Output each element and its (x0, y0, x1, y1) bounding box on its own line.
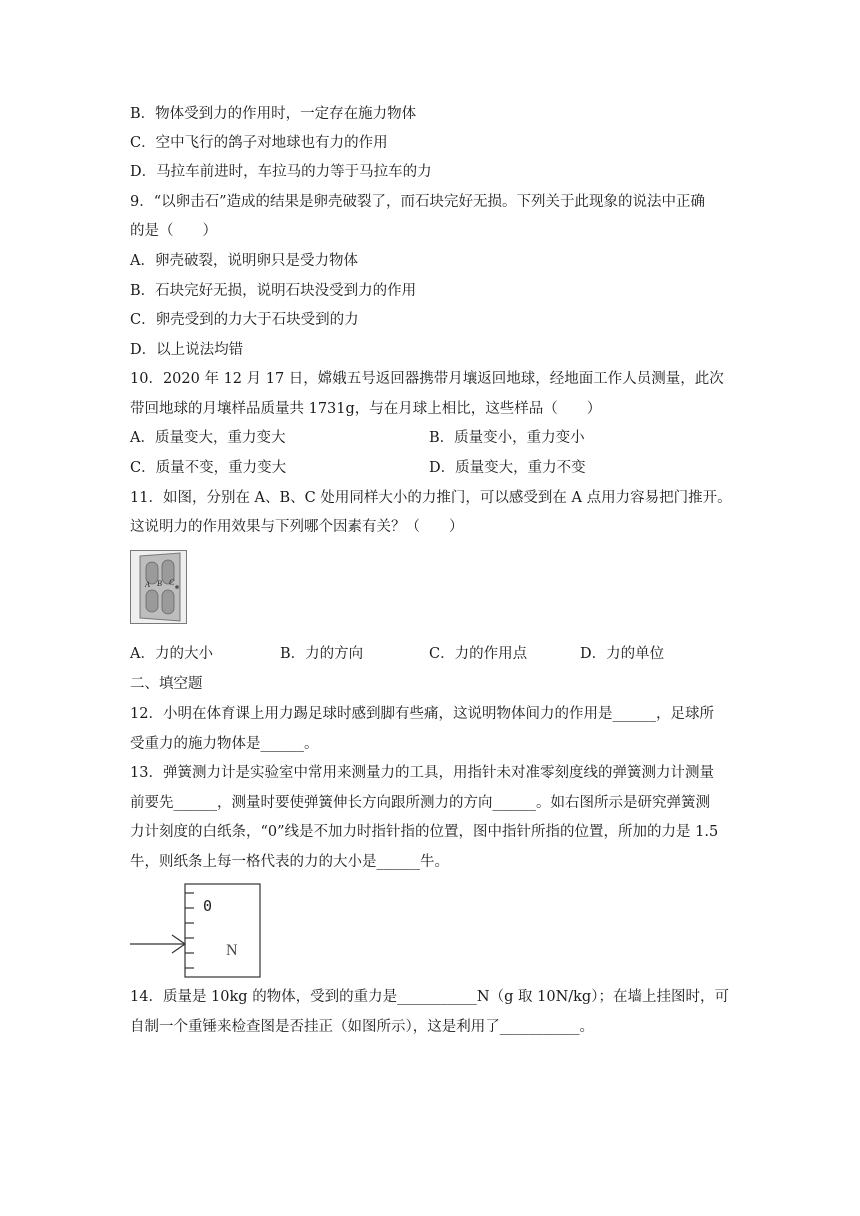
q10-option-d: D．质量变大，重力不变 (429, 460, 586, 476)
door-label-c: C (169, 578, 175, 587)
q14-line-2: 自制一个重锤来检查图是否挂正（如图所示），这是利用了___________。 (130, 1019, 594, 1035)
q11-stem-line-2: 这说明力的作用效果与下列哪个因素有关？（ ） (130, 519, 464, 535)
q11-option-c: C．力的作用点 (429, 646, 528, 662)
q14-line-1: 14．质量是 10kg 的物体，受到的重力是___________N（g 取 10N/kg）；在墙上挂图时，可 (130, 989, 729, 1005)
q12-line-1: 12．小明在体育课上用力踢足球时感到脚有些痛，这说明物体间力的作用是______，足球所 (130, 706, 714, 722)
q8-option-b: B．物体受到力的作用时，一定存在施力物体 (130, 106, 417, 122)
scale-unit-label: N (226, 942, 238, 959)
q8-option-c: C．空中飞行的鸽子对地球也有力的作用 (130, 135, 388, 151)
door-label-a: A (145, 580, 150, 589)
q13-line-2: 前要先______，测量时要使弹簧伸长方向跟所测力的方向______。如右图所示是研究弹簧测 (130, 795, 710, 811)
q11-stem-line-1: 11．如图，分别在 A、B、C 处用同样大小的力推门，可以感受到在 A 点用力容易把门推开。 (130, 490, 732, 506)
spring-scale-strip-figure (128, 883, 262, 983)
q11-option-d: D．力的单位 (580, 646, 665, 662)
section-heading: 二、填空题 (130, 676, 203, 692)
q13-line-4: 牛，则纸条上每一格代表的力的大小是______牛。 (130, 854, 449, 870)
q11-option-b: B．力的方向 (280, 646, 364, 662)
q9-stem-line-1: 9．“以卵击石”造成的结果是卵壳破裂了，而石块完好无损。下列关于此现象的说法中正确 (130, 194, 706, 210)
q9-stem-line-2: 的是（ ） (130, 223, 217, 239)
q9-option-b: B．石块完好无损，说明石块没受到力的作用 (130, 283, 417, 299)
q11-option-a: A．力的大小 (130, 646, 213, 662)
q10-option-c: C．质量不变，重力变大 (130, 460, 287, 476)
q8-option-d: D．马拉车前进时，车拉马的力等于马拉车的力 (130, 164, 432, 180)
door-figure (130, 550, 188, 628)
q9-option-a: A．卵壳破裂，说明卵只是受力物体 (130, 253, 358, 269)
scale-zero-label: 0 (203, 897, 213, 915)
q13-line-3: 力计刻度的白纸条，“0”线是不加力时指针指的位置，图中指针所指的位置，所加的力是 1.5 (130, 824, 719, 840)
q9-option-c: C．卵壳受到的力大于石块受到的力 (130, 312, 359, 328)
q10-stem-line-1: 10．2020 年 12 月 17 日，嫦娥五号返回器携带月壤返回地球，经地面工作人员测量，此次 (130, 371, 724, 387)
q13-line-1: 13．弹簧测力计是实验室中常用来测量力的工具，用指针未对准零刻度线的弹簧测力计测量 (130, 765, 714, 781)
q9-option-d: D．以上说法均错 (130, 342, 244, 358)
q10-stem-line-2: 带回地球的月壤样品质量共 1731g，与在月球上相比，这些样品（ ） (130, 401, 602, 417)
q10-option-a: A．质量变大，重力变大 (130, 430, 286, 446)
door-label-b: B (157, 579, 162, 588)
q10-option-b: B．质量变小，重力变小 (429, 430, 585, 446)
q12-line-2: 受重力的施力物体是______。 (130, 736, 319, 752)
